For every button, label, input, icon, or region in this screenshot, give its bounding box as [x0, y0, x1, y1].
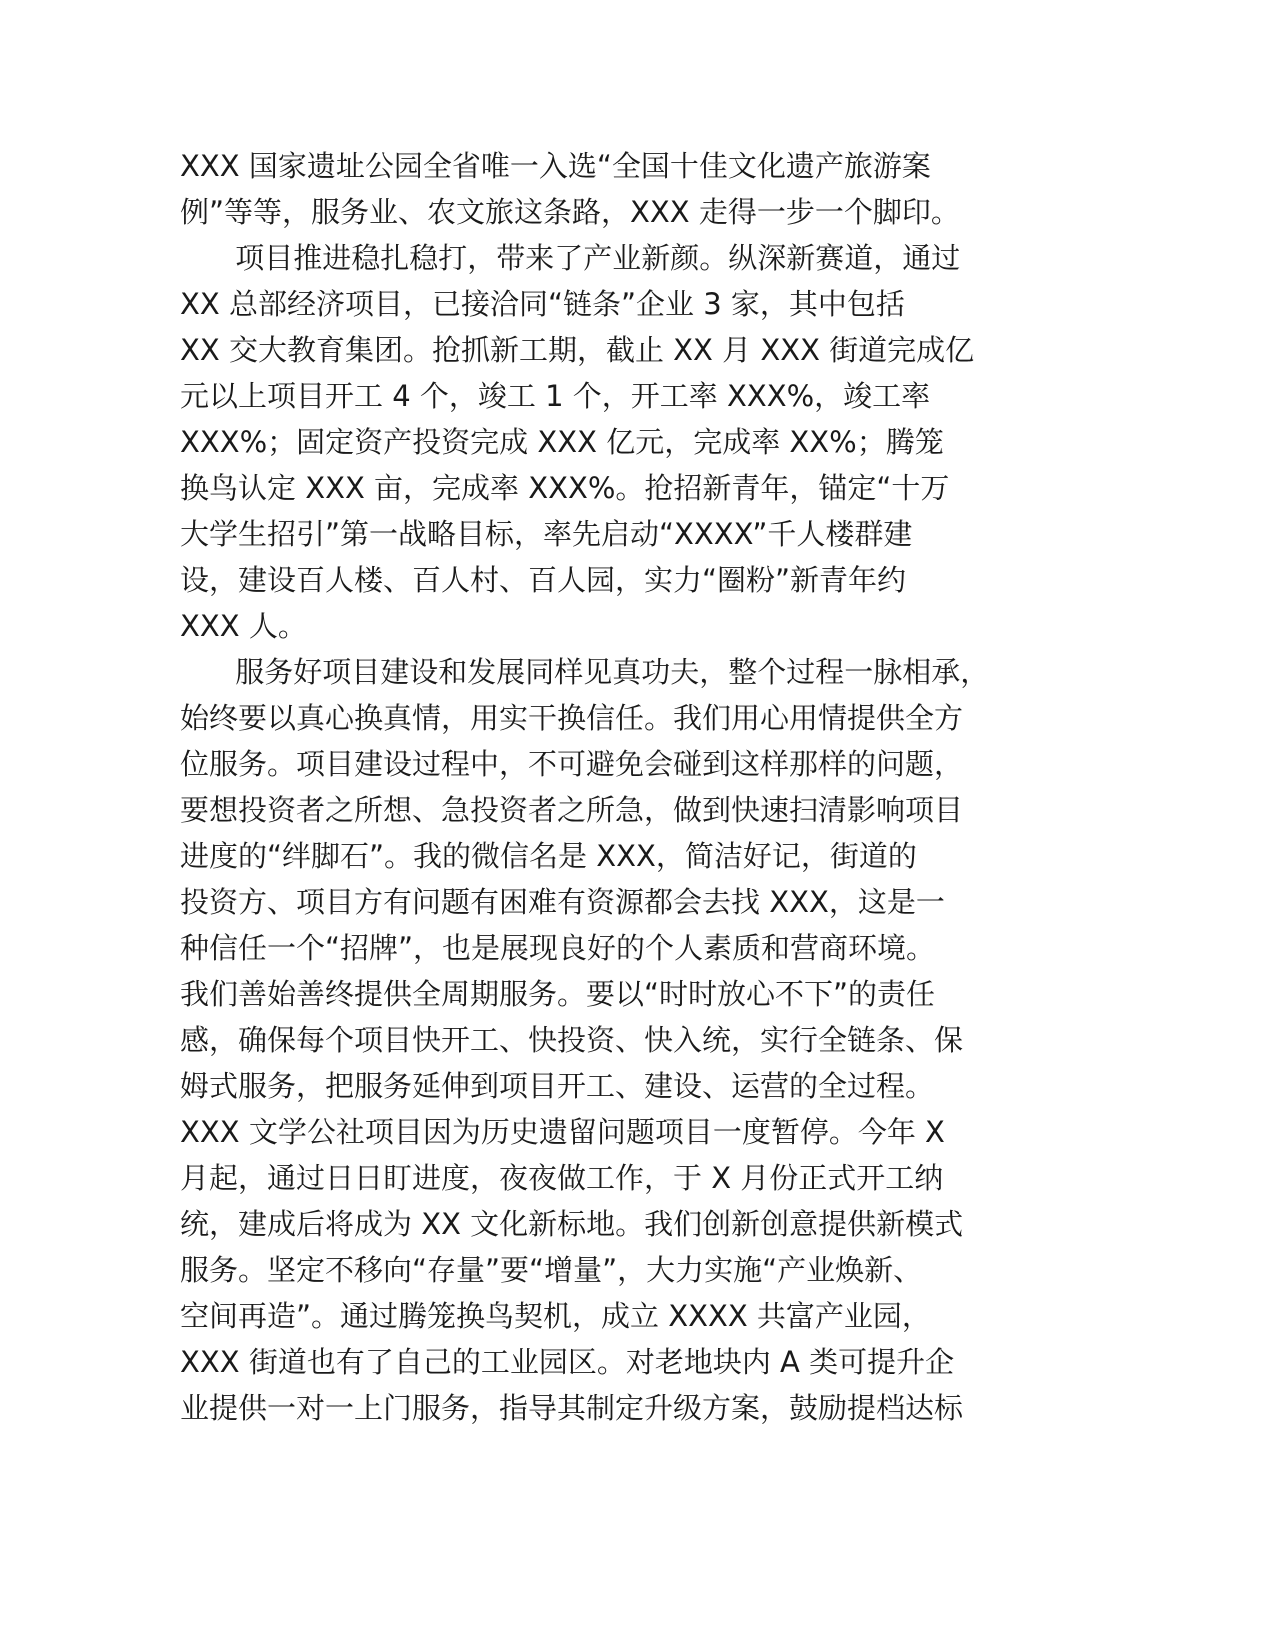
text-line: 服务。坚定不移向“存量”要“增量”，大力实施“产业焕新、: [180, 1253, 923, 1287]
text-line: XXX%；固定资产投资完成 XXX 亿元，完成率 XX%；腾笼: [180, 425, 944, 459]
text-line: XX 总部经济项目，已接洽同“链条”企业 3 家，其中包括: [180, 287, 905, 321]
text-line: 空间再造”。通过腾笼换鸟契机，成立 XXXX 共富产业园，: [180, 1299, 931, 1333]
text-line: 我们善始善终提供全周期服务。要以“时时放心不下”的责任: [180, 977, 936, 1011]
text-line: 服务好项目建设和发展同样见真功夫，整个过程一脉相承，: [180, 655, 990, 689]
text-line: XXX 文学公社项目因为历史遗留问题项目一度暂停。今年 X: [180, 1115, 945, 1149]
text-line: 姆式服务，把服务延伸到项目开工、建设、运营的全过程。: [180, 1069, 935, 1103]
text-line: 元以上项目开工 4 个，竣工 1 个，开工率 XXX%，竣工率: [180, 379, 931, 413]
text-line: 项目推进稳扎稳打，带来了产业新颜。纵深新赛道，通过: [180, 241, 961, 275]
text-line: 投资方、项目方有问题有困难有资源都会去找 XXX，这是一: [180, 885, 945, 919]
text-line: 统，建成后将成为 XX 文化新标地。我们创新创意提供新模式: [180, 1207, 964, 1241]
text-line: 大学生招引”第一战略目标，率先启动“XXXX”千人楼群建: [180, 517, 913, 551]
text-line: 例”等等，服务业、农文旅这条路，XXX 走得一步一个脚印。: [180, 195, 960, 229]
text-line: 要想投资者之所想、急投资者之所急，做到快速扫清影响项目: [180, 793, 964, 827]
text-line: XXX 国家遗址公园全省唯一入选“全国十佳文化遗产旅游案: [180, 149, 931, 183]
text-line: XXX 街道也有了自己的工业园区。对老地块内 A 类可提升企: [180, 1345, 955, 1379]
text-line: XXX 人。: [180, 609, 307, 643]
text-line: 进度的“绊脚石”。我的微信名是 XXX，简洁好记，街道的: [180, 839, 917, 873]
text-line: 业提供一对一上门服务，指导其制定升级方案，鼓励提档达标: [180, 1391, 964, 1425]
text-line: 月起，通过日日盯进度，夜夜做工作，于 X 月份正式开工纳: [180, 1161, 944, 1195]
text-line: 换鸟认定 XXX 亩，完成率 XXX%。抢招新青年，锚定“十万: [180, 471, 950, 505]
text-line: 感，确保每个项目快开工、快投资、快入统，实行全链条、保: [180, 1023, 964, 1057]
text-line: XX 交大教育集团。抢抓新工期，截止 XX 月 XXX 街道完成亿: [180, 333, 975, 367]
text-line: 设，建设百人楼、百人村、百人园，实力“圈粉”新青年约: [180, 563, 907, 597]
text-line: 种信任一个“招牌”，也是展现良好的个人素质和营商环境。: [180, 931, 936, 965]
body-text: [180, 143, 1080, 1431]
text-line: 始终要以真心换真情，用实干换信任。我们用心用情提供全方: [180, 701, 964, 735]
text-line: 位服务。项目建设过程中，不可避免会碰到这样那样的问题，: [180, 747, 964, 781]
